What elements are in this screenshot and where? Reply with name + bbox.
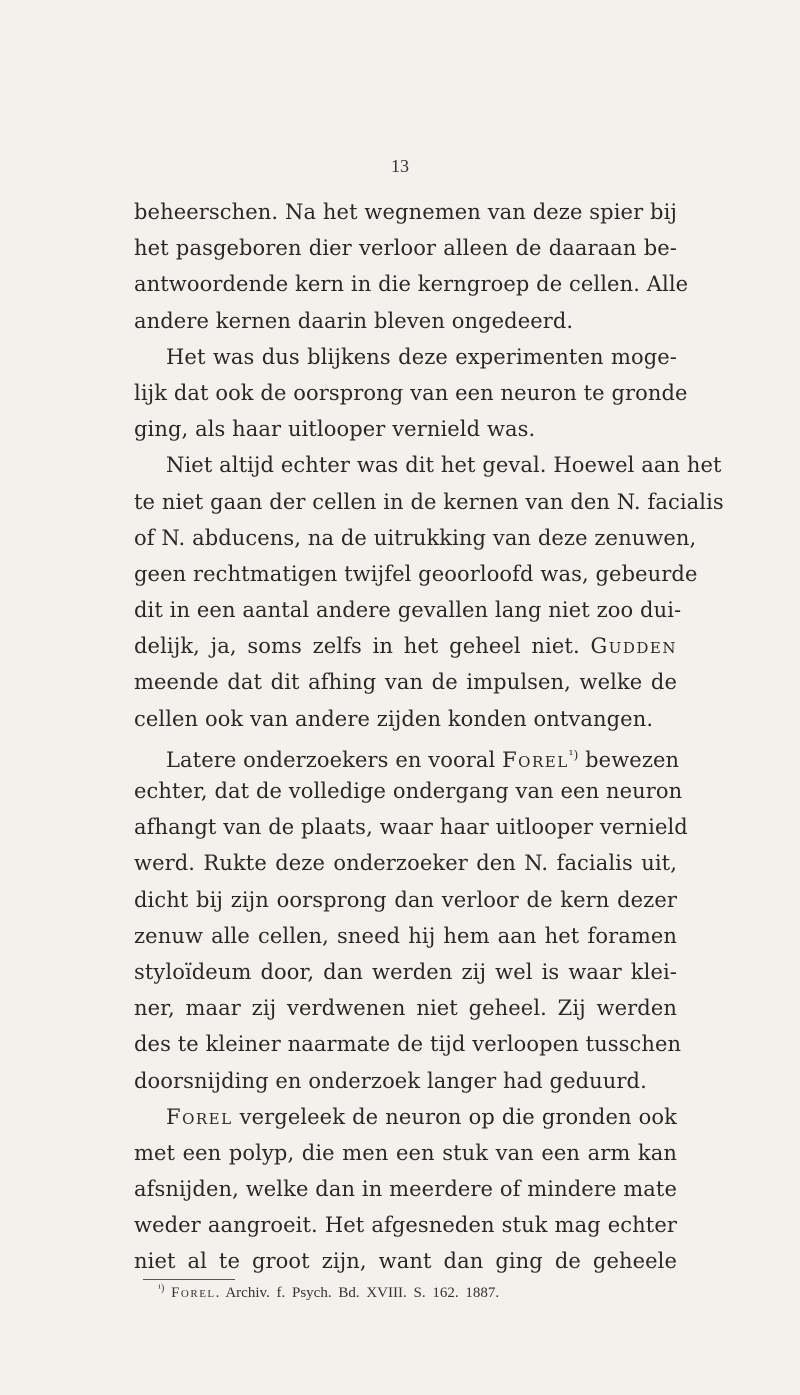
text-line: Het was dus blijkens deze experimenten moge- [166,344,677,369]
text-line: beheerschen. Na het wegnemen van deze spier bij [134,200,677,224]
text-line: Niet altijd echter was dit het geval. Hoewel aan het [166,453,722,478]
text-line: dicht bij zijn oorsprong dan verloor de kern dezer [134,887,677,912]
text-line: te niet gaan der cellen in de kernen van den N. facialis [134,489,724,514]
body-text [134,194,724,1280]
text-line: ner, maar zij verdwenen niet geheel. Zij werden [134,996,677,1021]
text-line: styloïdeum door, dan werden zij wel is waar klei- [134,959,677,984]
text-line [134,737,680,773]
text-line: lijk dat ook de oorsprong van een neuron te gronde [134,380,688,405]
text-line: met een polyp, die men een stuk van een arm kan [134,1140,677,1165]
text-line [134,628,677,664]
footnote-text: Archiv. f. Psych. Bd. XVIII. S. 162. 1887. [225,1285,500,1301]
line-text: bewezen [585,747,680,772]
footnote-marker: ¹) [158,1283,165,1294]
text-line: antwoordende kern in die kerngroep de cellen. Alle [134,272,689,297]
author-name-forel: Forel [166,1104,233,1129]
text-line: meende dat dit afhing van de impulsen, welke de [134,670,677,695]
author-name-forel: Forel [502,747,569,772]
footnote-author: Forel [171,1285,216,1301]
text-line: zenuw alle cellen, sneed hij hem aan het foramen [134,923,677,948]
text-line: cellen ook van andere zijden konden ontvangen. [134,706,654,731]
text-line: ging, als haar uitlooper vernield was. [134,417,536,442]
text-line: werd. Rukte deze onderzoeker den N. facialis uit, [134,851,677,876]
text-line: afsnijden, welke dan in meerdere of mindere mate [134,1177,677,1202]
text-line: het pasgeboren dier verloor alleen de daaraan be- [134,236,677,261]
text-line: dit in een aantal andere gevallen lang niet zoo dui- [134,598,682,623]
text-line: geen rechtmatigen twijfel geoorloofd was, gebeurde [134,561,698,586]
line-text: Latere onderzoekers en vooral [166,747,496,772]
text-line: weder aangroeit. Het afgesneden stuk mag echter [134,1213,677,1238]
text-line: niet al te groot zijn, want dan ging de geheele [134,1249,677,1274]
text-line: of N. abducens, na de uitrukking van deze zenuwen, [134,525,697,550]
author-name-gudden: Gudden [590,634,677,659]
text-line: andere kernen daarin bleven ongedeerd. [134,308,574,333]
text-line: echter, dat de volledige ondergang van een neuron [134,779,683,803]
line-text: vergeleek de neuron op die gronden ook [239,1104,677,1129]
text-line [134,1099,677,1135]
text-line: des te kleiner naarmate de tijd verloopen tusschen [134,1032,682,1057]
footnote-rule [143,1279,235,1280]
footnote: $^{^1)}$ Forel. Archiv. f. Psych. Bd. XVIII. S. 162. 1887. [158,1283,500,1301]
text-line: afhangt van de plaats, waar haar uitlooper vernield [134,815,688,840]
line-text: delijk, ja, soms zelfs in het geheel niet. [134,634,580,659]
text-line: doorsnijding en onderzoek langer had geduurd. [134,1068,647,1093]
footnote-reference: ¹) [568,747,579,762]
page-number: 13 [391,156,409,176]
